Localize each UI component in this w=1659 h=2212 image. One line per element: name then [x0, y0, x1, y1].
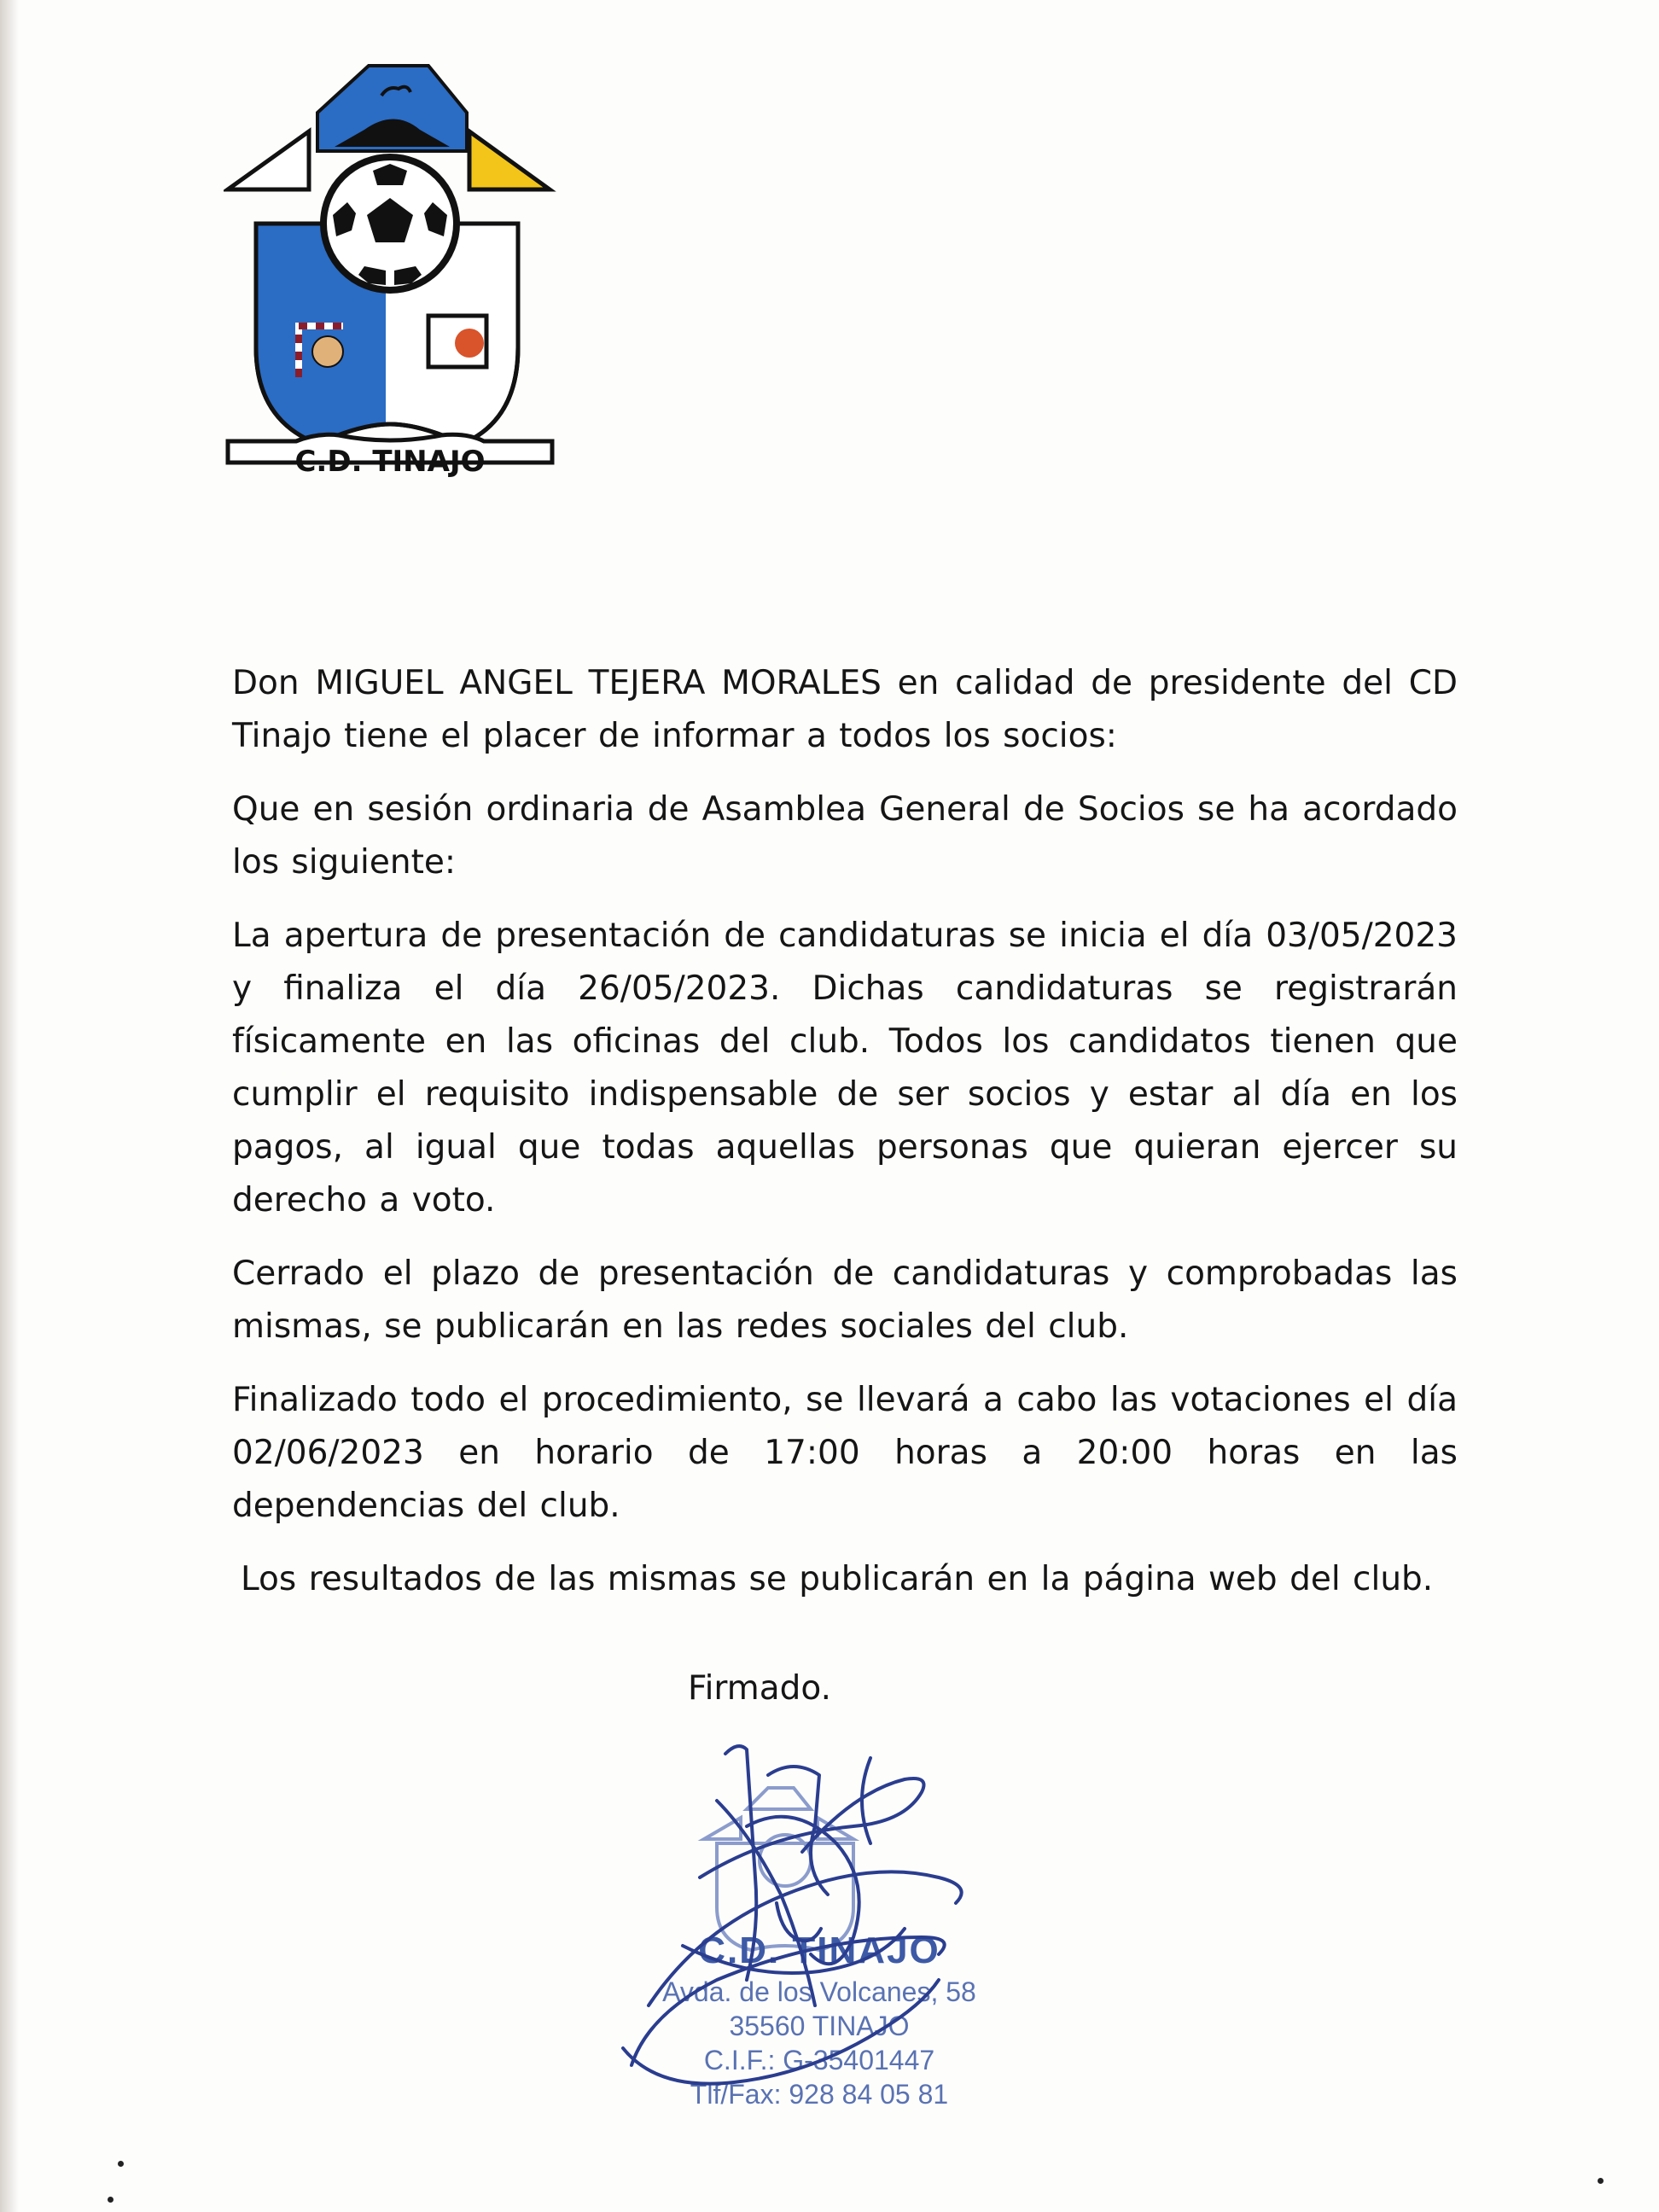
- stamp-phone: Tlf/Fax: 928 84 05 81: [690, 2079, 949, 2110]
- paragraph-voting: Finalizado todo el procedimiento, se llevará a cabo las votaciones el día 02/06/2023 en horario de 17:00 horas a 20:00 horas en las dependencias del club.: [232, 1381, 1458, 1525]
- paper-edge-shadow: [0, 0, 19, 2212]
- paragraph-publication: Cerrado el plazo de presentación de candidaturas y comprobadas las mismas, se publicarán en las redes sociales del club.: [232, 1254, 1458, 1346]
- scan-speck: [1598, 2178, 1604, 2184]
- stamp-cif: C.I.F.: G-35401447: [703, 2045, 935, 2075]
- paragraph-intro: Don MIGUEL ANGEL TEJERA MORALES en calidad de presidente del CD Tinajo tiene el placer de informar a todos los socios:: [232, 664, 1458, 755]
- letter-body: [232, 657, 1458, 1627]
- scan-speck: [108, 2197, 114, 2203]
- club-crest-logo: [224, 61, 556, 505]
- stamp-address: Avda. de los Volcanes, 58: [662, 1976, 976, 2007]
- scan-speck: [118, 2161, 124, 2167]
- paragraph-agreement: Que en sesión ordinaria de Asamblea General de Socios se ha acordado los siguiente:: [232, 790, 1458, 882]
- signed-label: Firmado.: [688, 1669, 831, 1708]
- handwritten-signature: [597, 1724, 1041, 2116]
- stamp-club-name: C.D. TINAJO: [698, 1930, 940, 1971]
- stamp-postal-city: 35560 TINAJO: [729, 2011, 910, 2041]
- paragraph-results: Los resultados de las mismas se publicarán en la página web del club.: [241, 1560, 1434, 1598]
- paragraph-candidatures: La apertura de presentación de candidaturas se inicia el día 03/05/2023 y finaliza el día 26/05/2023. Dichas candidaturas se registrarán físicamente en las oficinas del club. Todos los candidatos tienen que cumplir el requisito indispensable de ser socios y estar al día en los pagos, al igual que todas aquellas personas que quieran ejercer su derecho a voto.: [232, 917, 1458, 1220]
- crest-club-name: C.D. TINAJO: [294, 445, 486, 479]
